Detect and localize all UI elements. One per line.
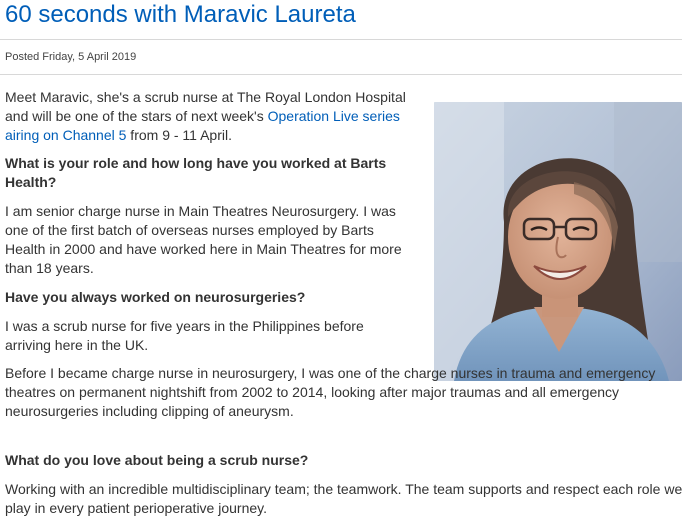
page-title: 60 seconds with Maravic Laureta [5,1,356,28]
question-role: What is your role and how long have you worked at Barts Health? [5,155,387,190]
intro-text-start: Meet Maravic, she's a scrub nurse at The Royal London Hospital and will be one of the stars of next week's [5,89,406,124]
intro-paragraph [5,88,417,145]
portrait-photo [434,102,682,381]
answer-neurosurgeries-2-text: Before I became charge nurse in neurosurgery, I was one of the charge nurses in trauma and emergency theatres on permanent nightshift from 2002 to 2014, looking after major traumas and all emergency neurosurgeries including clipping of aneurysm. [5,365,656,419]
question-love: What do you love about being a scrub nurse? [5,452,309,468]
portrait-illustration [434,102,682,381]
answer-love: Working with an incredible multidisciplinary team; the teamwork. The team supports and respect each role we play in every patient perioperative journey. [5,481,683,516]
answer-role: I am senior charge nurse in Main Theatres Neurosurgery. I was one of the first batch of overseas nurses employed by Barts Health in 2000 and have worked here in Main Theatres for more than 18 years. [5,203,402,276]
title-divider [0,39,682,40]
answer-neurosurgeries-2 [5,364,685,421]
posted-date: Posted Friday, 5 April 2019 [5,51,137,63]
intro-text-end: from 9 - 11 April. [126,127,232,143]
operation-live-link[interactable]: Operation Live series airing on Channel 5 [5,108,400,143]
answer-neurosurgeries-1: I was a scrub nurse for five years in the Philippines before arriving here in the UK. [5,318,364,353]
posted-divider [0,74,682,75]
question-neurosurgeries: Have you always worked on neurosurgeries? [5,289,306,305]
